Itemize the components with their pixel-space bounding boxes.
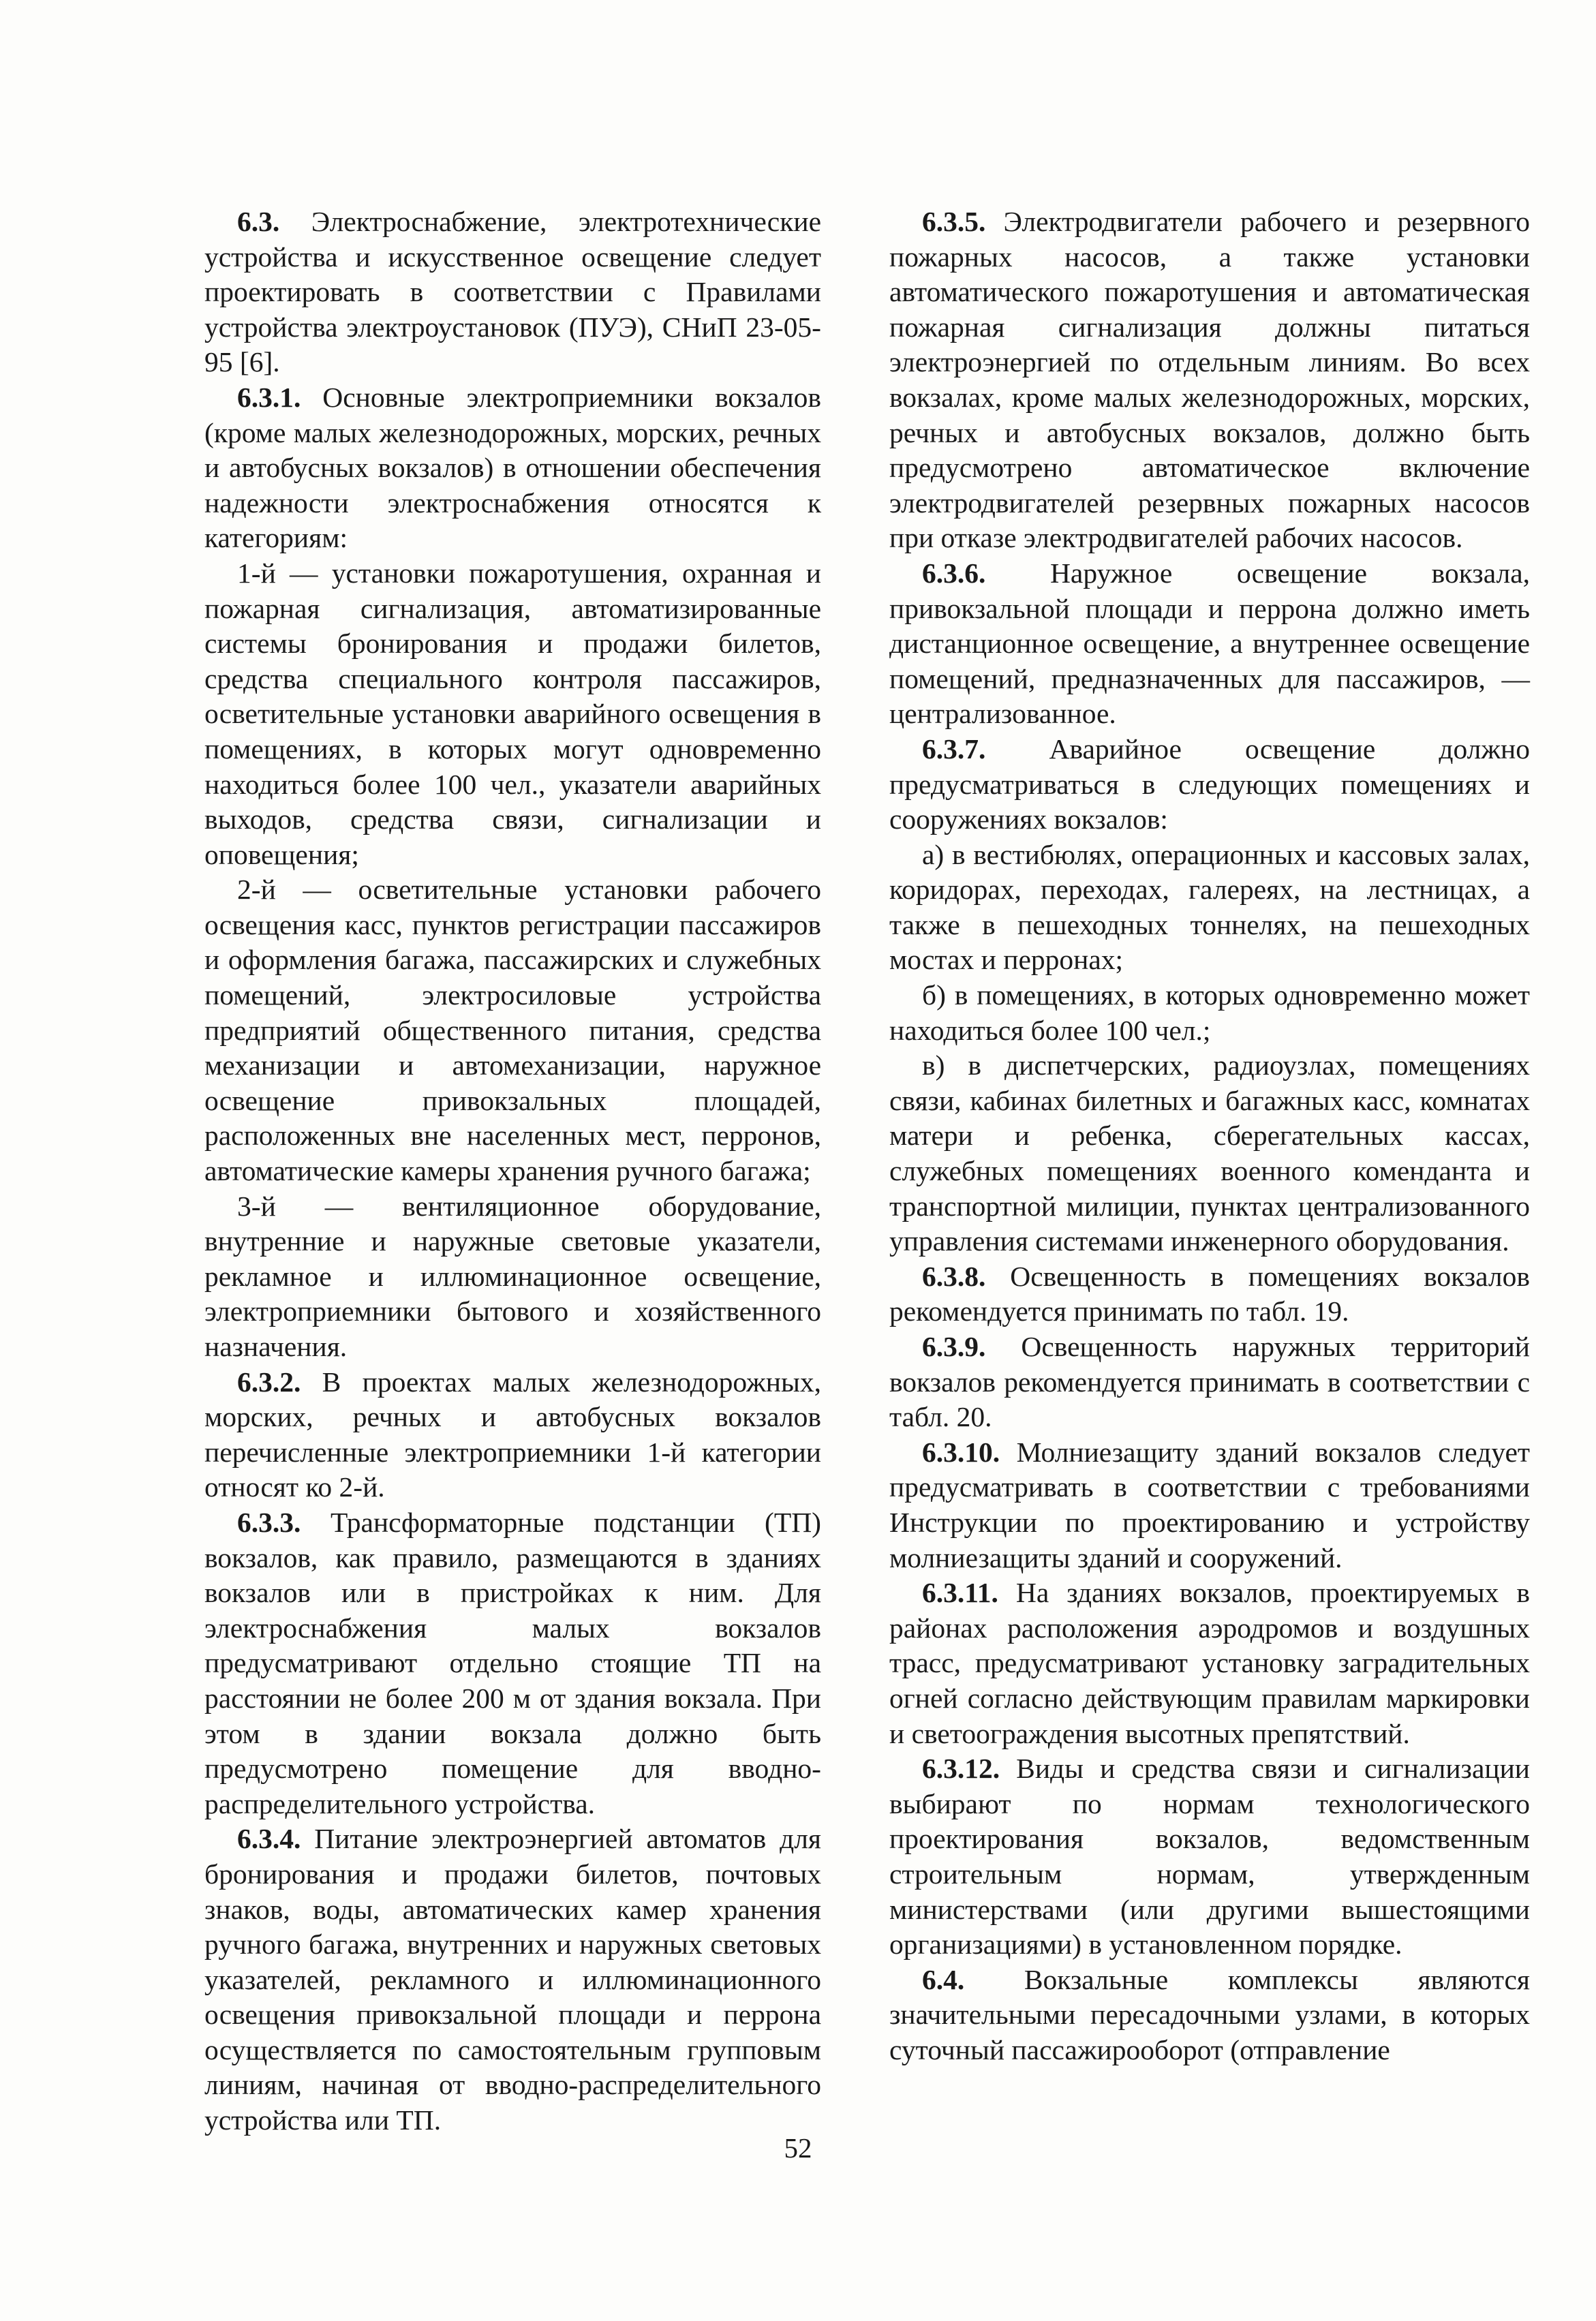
left-column (204, 204, 821, 2138)
paragraph-6-3-1 (204, 380, 821, 556)
clause-text: в) в диспетчерских, радиоузлах, помещениях связи, кабинах билетных и багажных касс, комнатах матери и ребенка, сберегательных кассах, служебных помещениях военного коменданта и транспортной милиции, пунктах централизованного управления системами инженерного оборудования. (889, 1049, 1530, 1257)
clause-text: 3-й — вентиляционное оборудование, внутренние и наружные световые указатели, рекламное и иллюминационное освещение, электроприемники бытового и хозяйственного назначения. (204, 1190, 821, 1362)
category-3-item (204, 1189, 821, 1365)
clause-text: Питание электроэнергией автоматов для бронирования и продажи билетов, почтовых знаков, воды, автоматических камер хранения ручного багажа, внутренних и наружных световых указателей, рекламного и иллюминационного освещения привокзальной площади и перрона осуществляется по самостоятельным групповым линиям, начиная от вводно-распределительного устройства или ТП. (204, 1823, 821, 2136)
clause-number: 6.3.4. (237, 1823, 301, 1855)
paragraph-6-3-7 (889, 732, 1530, 837)
clause-text: В проектах малых железнодорожных, морских, речных и автобусных вокзалов перечисленные электроприемники 1-й категории относят ко 2-й. (204, 1366, 821, 1503)
list-item-v (889, 1048, 1530, 1259)
clause-number: 6.3.5. (922, 206, 986, 237)
paragraph-6-3-9 (889, 1329, 1530, 1435)
clause-number: 6.3.11. (922, 1577, 998, 1609)
clause-text: Основные электроприемники вокзалов (кроме малых железнодорожных, морских, речных и автобусных вокзалов) в отношении обеспечения надежности электроснабжения относятся к категориям: (204, 381, 821, 554)
clause-text: Освещенность наружных территорий вокзалов рекомендуется принимать в соответствии с табл. 20. (889, 1331, 1530, 1433)
clause-text: Электродвигатели рабочего и резервного пожарных насосов, а также установки автоматического пожаротушения и автоматическая пожарная сигнализация должны питаться электроэнергией по отдельным линиям. Во всех вокзалах, кроме малых железнодорожных, морских, речных и автобусных вокзалов, должно быть предусмотрено автоматическое включение электродвигателей резервных пожарных насосов при отказе электродвигателей рабочих насосов. (889, 206, 1530, 554)
clause-number: 6.3. (237, 206, 280, 237)
paragraph-6-3-8 (889, 1259, 1530, 1329)
clause-text: 2-й — осветительные установки рабочего освещения касс, пунктов регистрации пассажиров и оформления багажа, пассажирских и служебных помещений, электросиловые устройства предприятий общественного питания, средства механизации и автомеханизации, наружное освещение привокзальных площадей, расположенных вне населенных мест, перронов, автоматические камеры хранения ручного багажа; (204, 874, 821, 1187)
paragraph-6-3-5 (889, 204, 1530, 556)
paragraph-6-3 (204, 204, 821, 380)
category-2-item (204, 872, 821, 1188)
paragraph-6-3-6 (889, 556, 1530, 732)
clause-text: Освещенность в помещениях вокзалов рекомендуется принимать по табл. 19. (889, 1260, 1530, 1327)
clause-text: а) в вестибюлях, операционных и кассовых залах, коридорах, переходах, галереях, на лестницах, а также в пешеходных тоннелях, на пешеходных мостах и перронах; (889, 838, 1530, 976)
clause-text: Аварийное освещение должно предусматриваться в следующих помещениях и сооружениях вокзалов: (889, 733, 1530, 835)
paragraph-6-3-12 (889, 1751, 1530, 1963)
clause-text: Наружное освещение вокзала, привокзальной площади и перрона должно иметь дистанционное освещение, а внутреннее освещение помещений, предназначенных для пассажиров, — централизованное. (889, 557, 1530, 730)
category-1-item (204, 556, 821, 872)
clause-number: 6.3.7. (922, 733, 986, 765)
paragraph-6-3-11 (889, 1575, 1530, 1751)
clause-text: Трансформаторные подстанции (ТП) вокзалов, как правило, размещаются в зданиях вокзалов или в пристройках к ним. Для электроснабжения малых вокзалов предусматривают отдельно стоящие ТП на расстоянии не более 200 м от здания вокзала. При этом в здании вокзала должно быть предусмотрено помещение для вводно-распределительного устройства. (204, 1506, 821, 1819)
clause-number: 6.3.1. (237, 381, 301, 413)
clause-text: 1-й — установки пожаротушения, охранная и пожарная сигнализация, автоматизированные системы бронирования и продажи билетов, средства специального контроля пассажиров, осветительные установки аварийного освещения в помещениях, в которых могут одновременно находиться более 100 чел., указатели аварийных выходов, средства связи, сигнализации и оповещения; (204, 557, 821, 870)
list-item-a (889, 837, 1530, 978)
paragraph-6-3-4 (204, 1822, 821, 2138)
clause-number: 6.3.9. (922, 1331, 986, 1362)
paragraph-6-3-2 (204, 1365, 821, 1505)
clause-number: 6.4. (922, 1963, 965, 1995)
clause-text: Виды и средства связи и сигнализации выбирают по нормам технологического проектирования вокзалов, ведомственным строительным нормам, утвержденным министерствами (или другими вышестоящими организациями) в установленном порядке. (889, 1753, 1530, 1961)
page-number: 52 (784, 2132, 812, 2164)
clause-number: 6.3.10. (922, 1436, 1000, 1468)
right-column (889, 204, 1530, 2068)
clause-number: 6.3.2. (237, 1366, 301, 1398)
paragraph-6-4 (889, 1963, 1530, 2068)
clause-text: На зданиях вокзалов, проектируемых в районах расположения аэродромов и воздушных трасс, предусматривают установку заградительных огней согласно действующим правилам маркировки и светоограждения высотных препятствий. (889, 1577, 1530, 1749)
clause-text: Вокзальные комплексы являются значительными пересадочными узлами, в которых суточный пассажирооборот (отправление (889, 1963, 1530, 2065)
paragraph-6-3-10 (889, 1435, 1530, 1575)
list-item-b (889, 978, 1530, 1048)
paragraph-6-3-3 (204, 1505, 821, 1822)
clause-text: б) в помещениях, в которых одновременно может находиться более 100 чел.; (889, 979, 1530, 1046)
clause-number: 6.3.8. (922, 1260, 986, 1292)
clause-number: 6.3.3. (237, 1506, 301, 1538)
clause-number: 6.3.6. (922, 557, 986, 589)
clause-number: 6.3.12. (922, 1753, 1000, 1785)
clause-text: Молниезащиту зданий вокзалов следует предусматривать в соответствии с требованиями Инструкции по проектированию и устройству молниезащиты зданий и сооружений. (889, 1436, 1530, 1573)
clause-text: Электроснабжение, электротехнические устройства и искусственное освещение следует проектировать в соответствии с Правилами устройства электроустановок (ПУЭ), СНиП 23-05-95 [6]. (204, 206, 821, 378)
